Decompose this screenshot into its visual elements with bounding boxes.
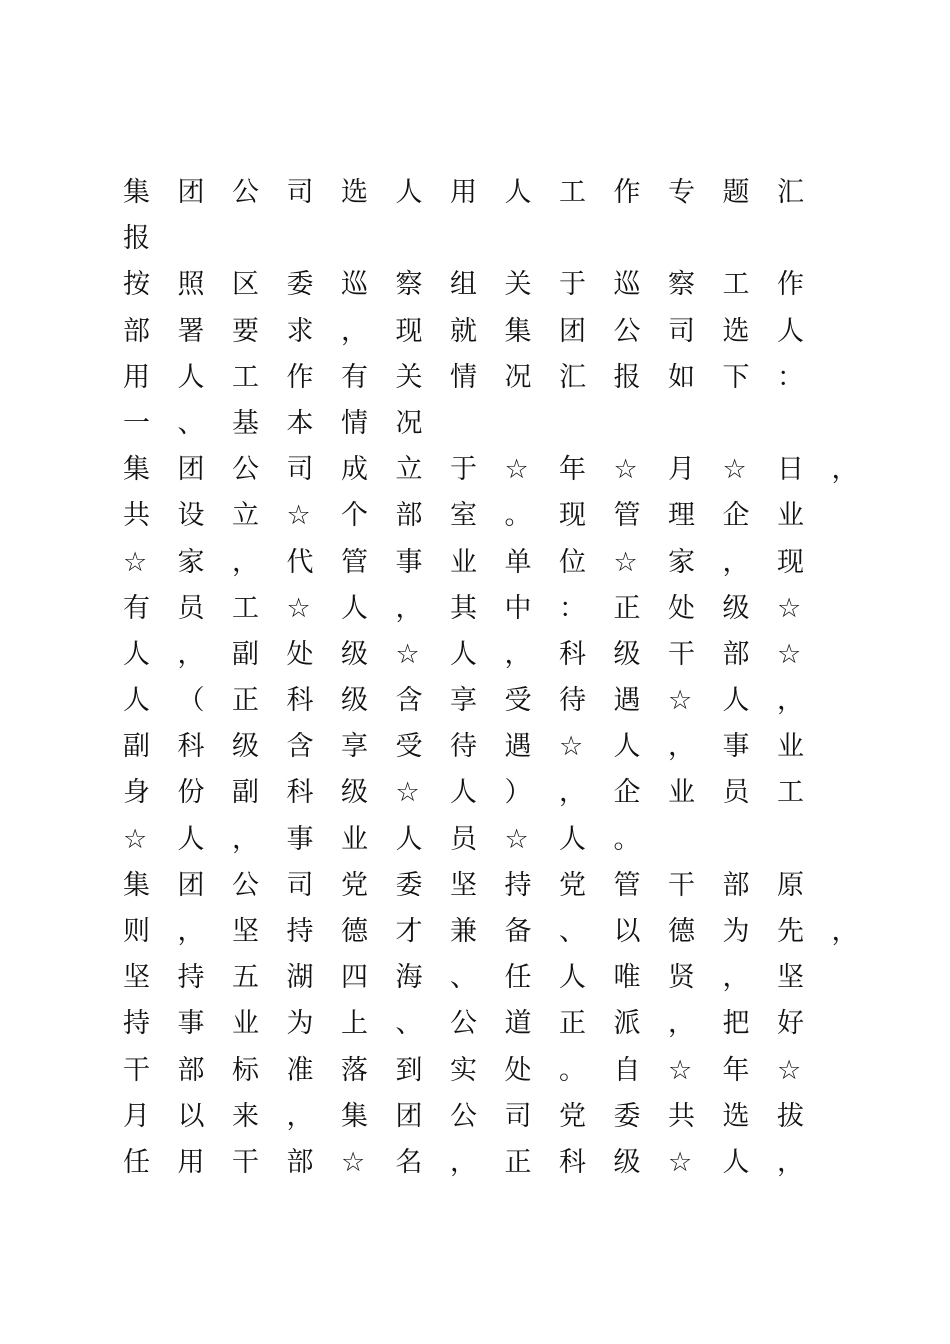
text-char: 作 [613, 177, 641, 208]
text-char: ☆ [504, 823, 529, 855]
text-char: ☆ [668, 1146, 693, 1178]
text-char: 标 [232, 1054, 259, 1086]
text-char: 集 [341, 1100, 368, 1132]
text-char: 先 [777, 916, 804, 947]
text-char: 正 [559, 1008, 586, 1040]
text-char: 人 [450, 777, 477, 809]
text-char: 人 [613, 731, 641, 763]
text-line [123, 586, 903, 632]
text-char: 工 [777, 777, 804, 809]
text-char: 部 [286, 1146, 314, 1178]
text-char: 名 [395, 1146, 423, 1178]
text-char: 月 [123, 1100, 150, 1132]
text-char: 企 [722, 500, 750, 532]
text-char: 团 [177, 869, 205, 901]
text-char: 有 [123, 592, 150, 624]
text-char: 好 [777, 1008, 804, 1040]
text-char: 级 [341, 777, 368, 809]
text-char: 持 [504, 869, 532, 901]
text-char: 党 [341, 869, 368, 901]
text-char: 四 [341, 962, 368, 994]
text-char: 、 [450, 962, 477, 994]
text-char: 照 [177, 269, 205, 301]
text-char: 区 [232, 269, 259, 301]
text-char: 到 [395, 1054, 423, 1086]
text-char: 处 [668, 592, 695, 624]
text-line [123, 678, 903, 724]
text-char: ： [777, 361, 804, 393]
text-char: 科 [177, 731, 205, 763]
text-char: ☆ [504, 454, 529, 486]
text-char: 署 [177, 315, 205, 347]
text-char: ☆ [613, 546, 638, 578]
text-char: 团 [395, 1100, 423, 1132]
text-char: 事 [286, 823, 314, 855]
text-char: 。 [559, 1054, 586, 1086]
text-char: 党 [559, 1100, 586, 1132]
text-char: 公 [232, 869, 259, 901]
text-char: 公 [450, 1100, 477, 1132]
text-char: ☆ [668, 1054, 693, 1086]
text-char: 遇 [613, 685, 641, 717]
text-char: 级 [232, 731, 259, 763]
text-char: ） [504, 777, 532, 809]
text-char: 坚 [450, 869, 477, 901]
text-char: 则 [123, 916, 150, 947]
text-char: 五 [232, 962, 259, 994]
text-char: ☆ [123, 823, 148, 855]
text-char: 正 [504, 1146, 532, 1178]
text-char: 现 [777, 546, 804, 578]
text-char: 组 [450, 269, 477, 301]
text-char: 理 [668, 500, 695, 532]
text-char: 正 [232, 685, 259, 717]
text-char: ， [722, 962, 750, 994]
text-char: 日 [777, 454, 804, 486]
text-char: 现 [559, 500, 586, 532]
text-char: ， [177, 638, 205, 670]
text-char: 干 [123, 1054, 150, 1086]
text-char: 专 [668, 177, 695, 208]
text-char: 员 [177, 592, 205, 624]
title-line [123, 216, 903, 262]
text-char: ☆ [286, 500, 311, 532]
text-char: 室 [450, 500, 477, 532]
text-char: 干 [668, 638, 695, 670]
text-char: 事 [177, 1008, 205, 1040]
text-char: 落 [341, 1054, 368, 1086]
text-char: 。 [504, 500, 532, 532]
text-char: 任 [123, 1146, 150, 1178]
text-char: 人 [395, 823, 423, 855]
text-char: 设 [177, 500, 205, 532]
text-char: ☆ [395, 777, 420, 809]
text-char: 才 [395, 916, 423, 947]
text-char: 享 [450, 685, 477, 717]
text-char: 兼 [450, 916, 477, 947]
text-char: 实 [450, 1054, 477, 1086]
text-char: 工 [232, 361, 259, 393]
text-char: 准 [286, 1054, 314, 1086]
text-char: 坚 [777, 962, 804, 994]
text-char: 部 [722, 638, 750, 670]
text-char: 作 [777, 269, 804, 301]
text-line [123, 493, 903, 539]
text-char: 公 [450, 1008, 477, 1040]
text-char: 况 [395, 407, 423, 439]
text-line [123, 632, 903, 678]
text-char: 关 [395, 361, 423, 393]
text-char: 巡 [613, 269, 641, 301]
text-char: 基 [232, 407, 259, 439]
text-char: 人 [559, 823, 586, 855]
text-char: 正 [613, 592, 641, 624]
text-char: ☆ [722, 454, 747, 486]
text-char: 部 [722, 869, 750, 901]
text-char: 工 [559, 177, 586, 208]
text-char: 副 [123, 731, 150, 763]
text-char: 家 [177, 546, 205, 578]
text-char: ☆ [777, 638, 802, 670]
text-char: 级 [613, 638, 641, 670]
text-char: ， [177, 916, 205, 947]
text-char: 业 [668, 777, 695, 809]
text-char: 级 [341, 638, 368, 670]
text-char: 党 [559, 869, 586, 901]
text-char: 副 [232, 638, 259, 670]
text-char: ， [777, 1146, 804, 1178]
text-char: 团 [177, 177, 205, 208]
text-char: 求 [286, 315, 314, 347]
text-char: 团 [177, 454, 205, 486]
text-char: 人 [559, 962, 586, 994]
text-char: 持 [286, 916, 314, 947]
text-char: 年 [722, 1054, 750, 1086]
text-char: 集 [123, 177, 150, 208]
text-char: 科 [559, 638, 586, 670]
text-char: 题 [722, 177, 750, 208]
text-char: 以 [177, 1100, 205, 1132]
text-char: 工 [722, 269, 750, 301]
text-char: 选 [341, 177, 368, 208]
text-char: 唯 [613, 962, 641, 994]
text-line [123, 262, 903, 308]
text-char: 派 [613, 1008, 641, 1040]
text-char: ， [668, 731, 695, 763]
text-char: ， [504, 638, 532, 670]
text-char: 中 [504, 592, 532, 624]
text-char: 人 [123, 638, 150, 670]
text-line [123, 1001, 903, 1047]
text-char: （ [177, 685, 205, 717]
text-char: 就 [450, 315, 477, 347]
text-char: 一 [123, 407, 150, 439]
title-line [123, 170, 903, 216]
text-char: ， [395, 592, 423, 624]
text-char: ， [668, 1008, 695, 1040]
text-char: 如 [668, 361, 695, 393]
text-char: 本 [286, 407, 314, 439]
text-char: 海 [395, 962, 423, 994]
text-char: 现 [395, 315, 423, 347]
text-char: ， [777, 685, 804, 717]
text-line [123, 309, 903, 355]
text-line [123, 909, 903, 955]
text-char: 待 [450, 731, 477, 763]
text-char: 、 [559, 916, 586, 947]
text-char: 贤 [668, 962, 695, 994]
text-char: 司 [286, 177, 314, 208]
text-char: 把 [722, 1008, 750, 1040]
text-char: ☆ [613, 454, 638, 486]
text-char: 事 [722, 731, 750, 763]
text-char: 拔 [777, 1100, 804, 1132]
text-char: 干 [232, 1146, 259, 1178]
text-char: 人 [777, 315, 804, 347]
text-char: 公 [232, 177, 259, 208]
text-char: 待 [559, 685, 586, 717]
text-char: 司 [668, 315, 695, 347]
text-char: 部 [123, 315, 150, 347]
text-char: 持 [177, 962, 205, 994]
text-char: ☆ [395, 638, 420, 670]
text-char: 处 [504, 1054, 532, 1086]
text-char: 成 [341, 454, 368, 486]
document-body [123, 170, 903, 1186]
text-char: 人 [722, 685, 750, 717]
text-char: 集 [123, 454, 150, 486]
text-char: 人 [177, 361, 205, 393]
text-char: 按 [123, 269, 150, 301]
text-char: 月 [668, 454, 695, 486]
text-char: 为 [286, 1008, 314, 1040]
text-char: 干 [668, 869, 695, 901]
text-char: 报 [613, 361, 641, 393]
text-char: 、 [177, 407, 205, 439]
text-line [123, 540, 903, 586]
text-char: 委 [286, 269, 314, 301]
text-char: 司 [286, 454, 314, 486]
text-char: 于 [559, 269, 586, 301]
text-char: 业 [232, 1008, 259, 1040]
text-char: 业 [341, 823, 368, 855]
text-char: 份 [177, 777, 205, 809]
text-char: 汇 [559, 361, 586, 393]
text-char: 共 [123, 500, 150, 532]
text-line [123, 770, 903, 816]
text-char: 人 [450, 638, 477, 670]
text-char: ☆ [341, 1146, 366, 1178]
text-char: 员 [722, 777, 750, 809]
text-char: 自 [613, 1054, 641, 1086]
text-char: 立 [232, 500, 259, 532]
text-char: 德 [668, 916, 695, 947]
text-line [123, 447, 903, 493]
text-char: 级 [722, 592, 750, 624]
text-char: 人 [341, 592, 368, 624]
text-char: ☆ [777, 1054, 802, 1086]
text-char: 来 [232, 1100, 259, 1132]
text-line [123, 1094, 903, 1140]
text-char: ☆ [286, 592, 311, 624]
text-char: 年 [559, 454, 586, 486]
text-char: 位 [559, 546, 586, 578]
text-char: 汇 [777, 177, 804, 208]
text-char: 集 [123, 869, 150, 901]
text-char: 况 [504, 361, 532, 393]
text-char: 人 [722, 1146, 750, 1178]
text-char: 副 [232, 777, 259, 809]
text-char: 委 [613, 1100, 641, 1132]
text-char: 含 [395, 685, 423, 717]
text-char: 坚 [123, 962, 150, 994]
text-char: 备 [504, 916, 532, 947]
text-char: 持 [123, 1008, 150, 1040]
text-char: 级 [341, 685, 368, 717]
text-line [123, 955, 903, 1001]
text-char: 级 [613, 1146, 641, 1178]
text-char: 人 [123, 685, 150, 717]
text-char: 部 [395, 500, 423, 532]
text-char: 管 [613, 869, 641, 901]
text-char: ， [286, 1100, 314, 1132]
text-line [123, 817, 903, 863]
text-char: 有 [341, 361, 368, 393]
text-char: 业 [777, 500, 804, 532]
text-char: 察 [395, 269, 423, 301]
text-char: 报 [123, 223, 150, 255]
text-char: 巡 [341, 269, 368, 301]
text-char: 公 [613, 315, 641, 347]
text-char: 。 [613, 823, 641, 855]
text-char: 司 [504, 1100, 532, 1132]
text-char: 人 [504, 177, 532, 208]
text-char: 用 [123, 361, 150, 393]
text-char: ☆ [123, 546, 148, 578]
text-char: 道 [504, 1008, 532, 1040]
section-heading [123, 401, 903, 447]
text-line [123, 1048, 903, 1094]
text-char: 上 [341, 1008, 368, 1040]
text-char: 人 [177, 823, 205, 855]
text-char: 选 [722, 315, 750, 347]
text-char: 用 [177, 1146, 205, 1178]
text-char: 部 [177, 1054, 205, 1086]
text-char: 公 [232, 454, 259, 486]
text-char: 受 [395, 731, 423, 763]
text-char: 、 [395, 1008, 423, 1040]
text-char: 集 [504, 315, 532, 347]
text-char: 业 [777, 731, 804, 763]
text-char: 下 [722, 361, 750, 393]
text-char: ☆ [559, 731, 584, 763]
text-line [123, 724, 903, 770]
text-char: 察 [668, 269, 695, 301]
text-char: 立 [395, 454, 423, 486]
text-char: 工 [232, 592, 259, 624]
text-line [123, 863, 903, 909]
text-char: 个 [341, 500, 368, 532]
text-char: ， [232, 823, 259, 855]
text-char: ☆ [668, 685, 693, 717]
text-char: 处 [286, 638, 314, 670]
text-char: 员 [450, 823, 477, 855]
text-char: 受 [504, 685, 532, 717]
text-char: ， [722, 546, 750, 578]
text-char: 单 [504, 546, 532, 578]
text-char: ， [341, 315, 368, 347]
text-char: 关 [504, 269, 532, 301]
text-char: 湖 [286, 962, 314, 994]
text-char: 企 [613, 777, 641, 809]
text-char: 作 [286, 361, 314, 393]
text-char: 身 [123, 777, 150, 809]
text-char: 坚 [232, 916, 259, 947]
text-char: 原 [777, 869, 804, 901]
text-char: ， [450, 1146, 477, 1178]
text-char: 德 [341, 916, 368, 947]
text-char: 以 [613, 916, 641, 947]
text-char: ： [559, 592, 586, 624]
text-char: 为 [722, 916, 750, 947]
text-char: 事 [395, 546, 423, 578]
text-char: 要 [232, 315, 259, 347]
text-char: 其 [450, 592, 477, 624]
text-char: 享 [341, 731, 368, 763]
text-char: 团 [559, 315, 586, 347]
text-char: 用 [450, 177, 477, 208]
text-char: 情 [450, 361, 477, 393]
text-char: 业 [450, 546, 477, 578]
text-char: 遇 [504, 731, 532, 763]
text-char: 家 [668, 546, 695, 578]
text-char: ， [559, 777, 586, 809]
text-char: 科 [286, 685, 314, 717]
text-char: 共 [668, 1100, 695, 1132]
text-char: ， [831, 454, 859, 486]
text-char: 人 [395, 177, 423, 208]
text-char: 含 [286, 731, 314, 763]
text-char: 司 [286, 869, 314, 901]
text-char: ， [831, 916, 859, 947]
text-char: 管 [613, 500, 641, 532]
text-char: 科 [559, 1146, 586, 1178]
text-char: 代 [286, 546, 314, 578]
text-char: 情 [341, 407, 368, 439]
text-char: 科 [286, 777, 314, 809]
text-char: ☆ [777, 592, 802, 624]
text-char: 于 [450, 454, 477, 486]
text-line [123, 355, 903, 401]
text-line [123, 1140, 903, 1186]
text-char: 任 [504, 962, 532, 994]
text-char: 委 [395, 869, 423, 901]
text-char: 选 [722, 1100, 750, 1132]
text-char: ， [232, 546, 259, 578]
text-char: 管 [341, 546, 368, 578]
